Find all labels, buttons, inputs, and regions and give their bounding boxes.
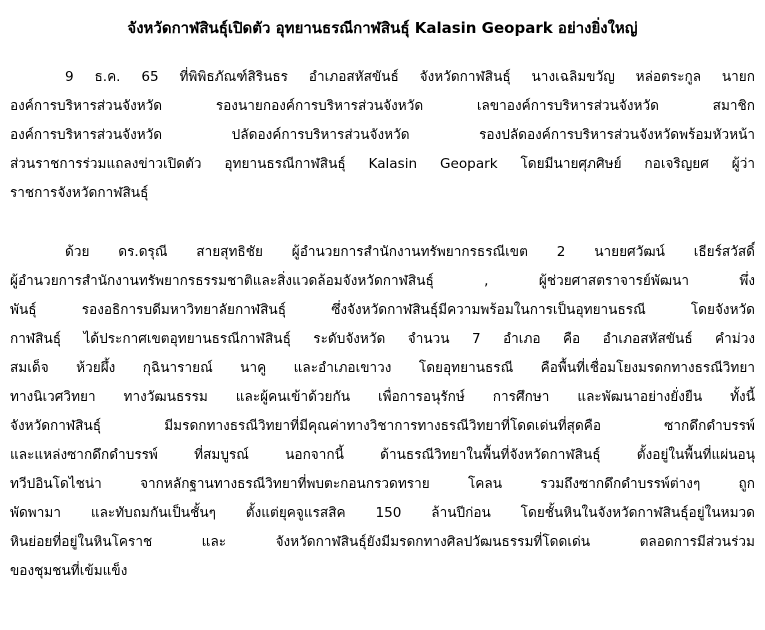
paragraph-2-line: และแหล่งซากดึกดำบรรพ์ ที่สมบูรณ์ นอกจากนี้ ด้านธรณีวิทยาในพื้นที่จังหวัดกาฬสินธุ์ ตั้งอยู่ในพื้นที่แผ่นอนุ [10,447,755,463]
paragraph-2-line: พันธุ์ รองอธิการบดีมหาวิทยาลัยกาฬสินธุ์ ซึ่งจังหวัดกาฬสินธุ์มีความพร้อมในการเป็นอุทยานธรณี โดยจังหวัด [10,302,755,318]
paragraph-2-line: ผู้อำนวยการสำนักงานทรัพยากรธรรมชาติและสิ่งแวดล้อมจังหวัดกาฬสินธุ์ , ผู้ช่วยศาสตราจารย์พัฒนา พึ่ง [10,273,755,289]
paragraph-1-line: องค์การบริหารส่วนจังหวัด ปลัดองค์การบริหารส่วนจังหวัด รองปลัดองค์การบริหารส่วนจังหวัดพร้อมหัวหน้า [10,127,755,143]
paragraph-2-line: สมเด็จ ห้วยผึ้ง กุฉินารายณ์ นาคู และอำเภอเขาวง โดยอุทยานธรณี คือพื้นที่เชื่อมโยงมรดกทางธรณีวิทยา [10,360,755,376]
paragraph-1-line: องค์การบริหารส่วนจังหวัด รองนายกองค์การบริหารส่วนจังหวัด เลขาองค์การบริหารส่วนจังหวัด สมาชิก [10,98,755,114]
paragraph-2-line: จังหวัดกาฬสินธุ์ มีมรดกทางธรณีวิทยาที่มีคุณค่าทางวิชาการทางธรณีวิทยาที่โดดเด่นที่สุดคือ ซากดึกดำบรรพ์ [10,418,755,434]
paragraph-2-line: ของชุมชนที่เข้มแข็ง [10,563,128,579]
paragraph-1-line: ส่วนราชการร่วมแถลงข่าวเปิดตัว อุทยานธรณีกาฬสินธุ์ Kalasin Geopark โดยมีนายศุภศิษย์ กอเจริญยศ ผู้ว่า [10,156,755,172]
paragraph-1-line: ราชการจังหวัดกาฬสินธุ์ [10,185,149,201]
paragraph-2-line: ทางนิเวศวิทยา ทางวัฒนธรรม และผู้คนเข้าด้วยกัน เพื่อการอนุรักษ์ การศึกษา และพัฒนาอย่างยั่งยืน ทั้งนี้ [10,389,755,405]
paragraph-2-line: พัดพามา และทับถมกันเป็นชั้นๆ ตั้งแต่ยุคจูแรสสิค 150 ล้านปีก่อน โดยชั้นหินในจังหวัดกาฬสินธุ์อยู่ในหมวด [10,505,755,521]
paragraph-2-line: ด้วย ดร.ดรุณี สายสุทธิชัย ผู้อำนวยการสำนักงานทรัพยากรธรณีเขต 2 นายยศวัฒน์ เธียร์สวัสดิ์ [65,244,755,260]
paragraph-1-line: 9 ธ.ค. 65 ที่พิพิธภัณฑ์สิรินธร อำเภอสหัสขันธ์ จังหวัดกาฬสินธุ์ นางเฉลิมขวัญ หล่อตระกูล นายก [65,69,755,85]
paragraph-2-line: หินย่อยที่อยู่ในหินโคราช และ จังหวัดกาฬสินธุ์ยังมีมรดกทางศิลปวัฒนธรรมที่โดดเด่น ตลอดการมีส่วนร่วม [10,534,755,550]
paragraph-2-line: ทวีปอินโดไชน่า จากหลักฐานทางธรณีวิทยาที่พบตะกอนกรวดทราย โคลน รวมถึงซากดึกดำบรรพ์ต่างๆ ถูก [10,476,755,492]
paragraph-2-line: กาฬสินธุ์ ได้ประกาศเขตอุทยานธรณีกาฬสินธุ์ ระดับจังหวัด จำนวน 7 อำเภอ คือ อำเภอสหัสขันธ์ คำม่วง [10,331,755,347]
document-title: จังหวัดกาฬสินธุ์เปิดตัว อุทยานธรณีกาฬสินธุ์ Kalasin Geopark อย่างยิ่งใหญ่ [127,19,638,37]
